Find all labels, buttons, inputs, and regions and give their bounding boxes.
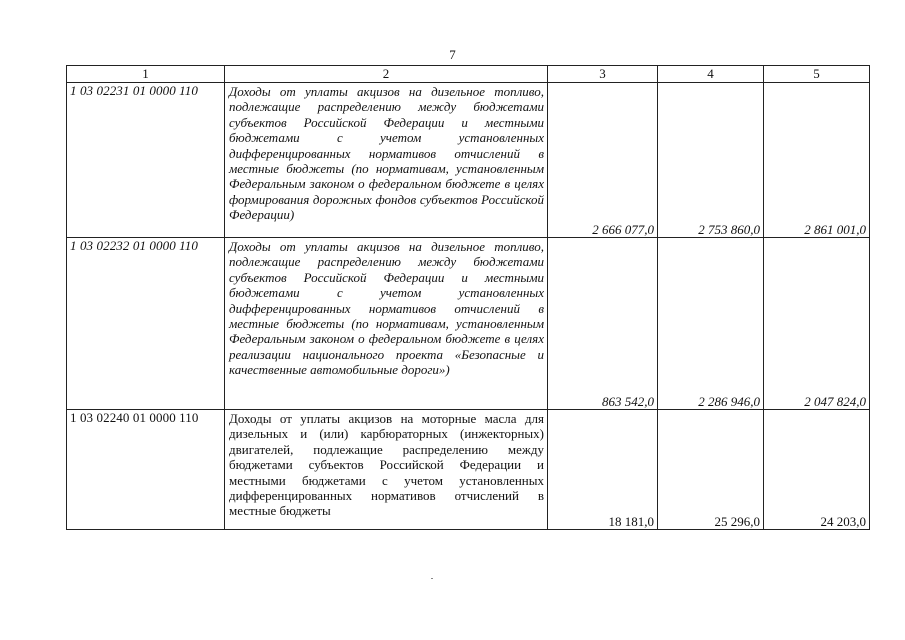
value-col-5: 24 203,0 xyxy=(764,410,870,530)
scan-speck xyxy=(431,578,433,579)
value-col-4: 25 296,0 xyxy=(658,410,764,530)
column-header-5: 5 xyxy=(764,66,870,83)
table-header-row xyxy=(67,66,870,83)
column-header-3: 3 xyxy=(548,66,658,83)
budget-code: 1 03 02232 01 0000 110 xyxy=(67,238,225,410)
column-header-2: 2 xyxy=(225,66,548,83)
revenue-description: Доходы от уплаты акцизов на моторные масла для дизельных и (или) карбюраторных (инжекторных) двигателей, подлежащие распределению между бюджетами субъектов Российской Федерации и местными бюджетами с учетом установленных дифференцированных нормативов отчислений в местные бюджеты xyxy=(225,410,548,530)
value-col-4: 2 286 946,0 xyxy=(658,238,764,410)
revenue-description: Доходы от уплаты акцизов на дизельное топливо, подлежащие распределению между бюджетами субъектов Российской Федерации и местными бюджетами с учетом установленных дифференцированных нормативов отчислений в местные бюджеты (по нормативам, установленным Федеральным законом о федеральном бюджете в целях реализации национального проекта «Безопасные и качественные автомобильные дороги») xyxy=(225,238,548,410)
table-row xyxy=(67,83,870,238)
value-col-3: 18 181,0 xyxy=(548,410,658,530)
page-number: 7 xyxy=(449,47,456,62)
value-col-3: 2 666 077,0 xyxy=(548,83,658,238)
revenue-table xyxy=(66,65,870,530)
value-col-3: 863 542,0 xyxy=(548,238,658,410)
value-col-4: 2 753 860,0 xyxy=(658,83,764,238)
column-header-1: 1 xyxy=(67,66,225,83)
budget-code: 1 03 02231 01 0000 110 xyxy=(67,83,225,238)
budget-code: 1 03 02240 01 0000 110 xyxy=(67,410,225,530)
value-col-5: 2 047 824,0 xyxy=(764,238,870,410)
table-row xyxy=(67,410,870,530)
revenue-description: Доходы от уплаты акцизов на дизельное топливо, подлежащие распределению между бюджетами субъектов Российской Федерации и местными бюджетами с учетом установленных дифференцированных нормативов отчислений в местные бюджеты (по нормативам, установленным Федеральным законом о федеральном бюджете в целях формирования дорожных фондов субъектов Российской Федерации) xyxy=(225,83,548,238)
column-header-4: 4 xyxy=(658,66,764,83)
value-col-5: 2 861 001,0 xyxy=(764,83,870,238)
table-row xyxy=(67,238,870,410)
